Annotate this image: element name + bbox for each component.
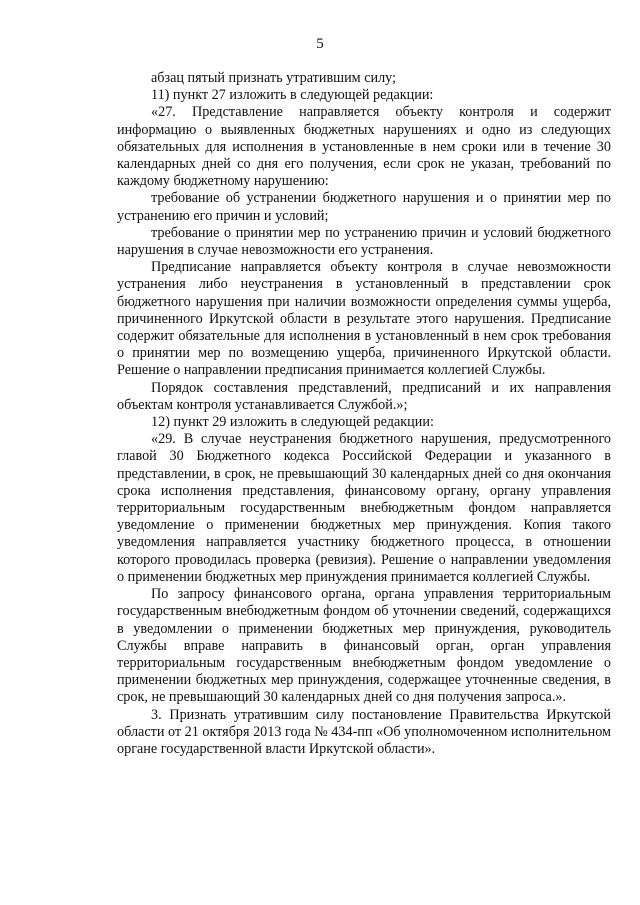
paragraph-9: «29. В случае неустранения бюджетного нарушения, предусмотренного главой 30 Бюджетного кодекса Российской Федерации и указанного в представлении, в срок, не превышающий 30 календарных дней со дня окончания срока исполнения представления, финансовому органу, органу управления территориальным государственным внебюджетным фондом направляется уведомление о применении бюджетных мер принуждения. Копия такого уведомления направляется участнику бюджетного процесса, в отношении которого проводилась проверка (ревизия). Решение о направлении уведомления о применении бюджетных мер принуждения принимается коллегией Службы. xyxy=(117,431,611,585)
paragraph-10: По запросу финансового органа, органа управления территориальным государственным внебюджетным фондом об уточнении сведений, содержащихся в уведомлении о применении бюджетных мер принуждения, руководитель Службы вправе направить в финансовый орган, орган управления территориальным государственным внебюджетным фондом уведомление о применении бюджетных мер принуждения, содержащее уточненные сведения, в срок, не превышающий 30 календарных дней со дня получения запроса.». xyxy=(117,586,611,706)
paragraph-2: 11) пункт 27 изложить в следующей редакции: xyxy=(151,87,434,104)
paragraph-4: требование об устранении бюджетного нарушения и о принятии мер по устранению его причин и условий; xyxy=(117,190,611,224)
paragraph-7: Порядок составления представлений, предписаний и их направления объектам контроля устанавливается Службой.»; xyxy=(117,379,611,413)
page-number: 5 xyxy=(316,36,324,52)
paragraph-6: Предписание направляется объекту контроля в случае невозможности устранения либо неустранения в установленный в представлении срок бюджетного нарушения при наличии возможности определения суммы ущерба, причиненного Иркутской области в результате этого нарушения. Предписание содержит обязательные для исполнения в установленный в нем срок требования о принятии мер по возмещению ущерба, причиненного Иркутской области. Решение о направлении предписания принимается коллегией Службы. xyxy=(117,259,611,379)
paragraph-1: абзац пятый признать утратившим силу; xyxy=(151,70,397,86)
paragraph-5: требование о принятии мер по устранению причин и условий бюджетного нарушения в случае невозможности его устранения. xyxy=(117,224,611,259)
paragraph-8: 12) пункт 29 изложить в следующей редакции: xyxy=(151,414,434,431)
document-body xyxy=(117,70,611,758)
paragraph-3: «27. Представление направляется объекту контроля и содержит информацию о выявленных бюджетных нарушениях и одно из следующих обязательных для исполнения в установленные в нем сроки или в течение 30 календарных дней со дня его получения, если срок не указан, требований по каждому бюджетному нарушению: xyxy=(117,104,611,190)
paragraph-11: 3. Признать утратившим силу постановление Правительства Иркутской области от 21 октября 2013 года № 434-пп «Об уполномоченном исполнительном органе государственной власти Иркутской области». xyxy=(117,706,611,757)
